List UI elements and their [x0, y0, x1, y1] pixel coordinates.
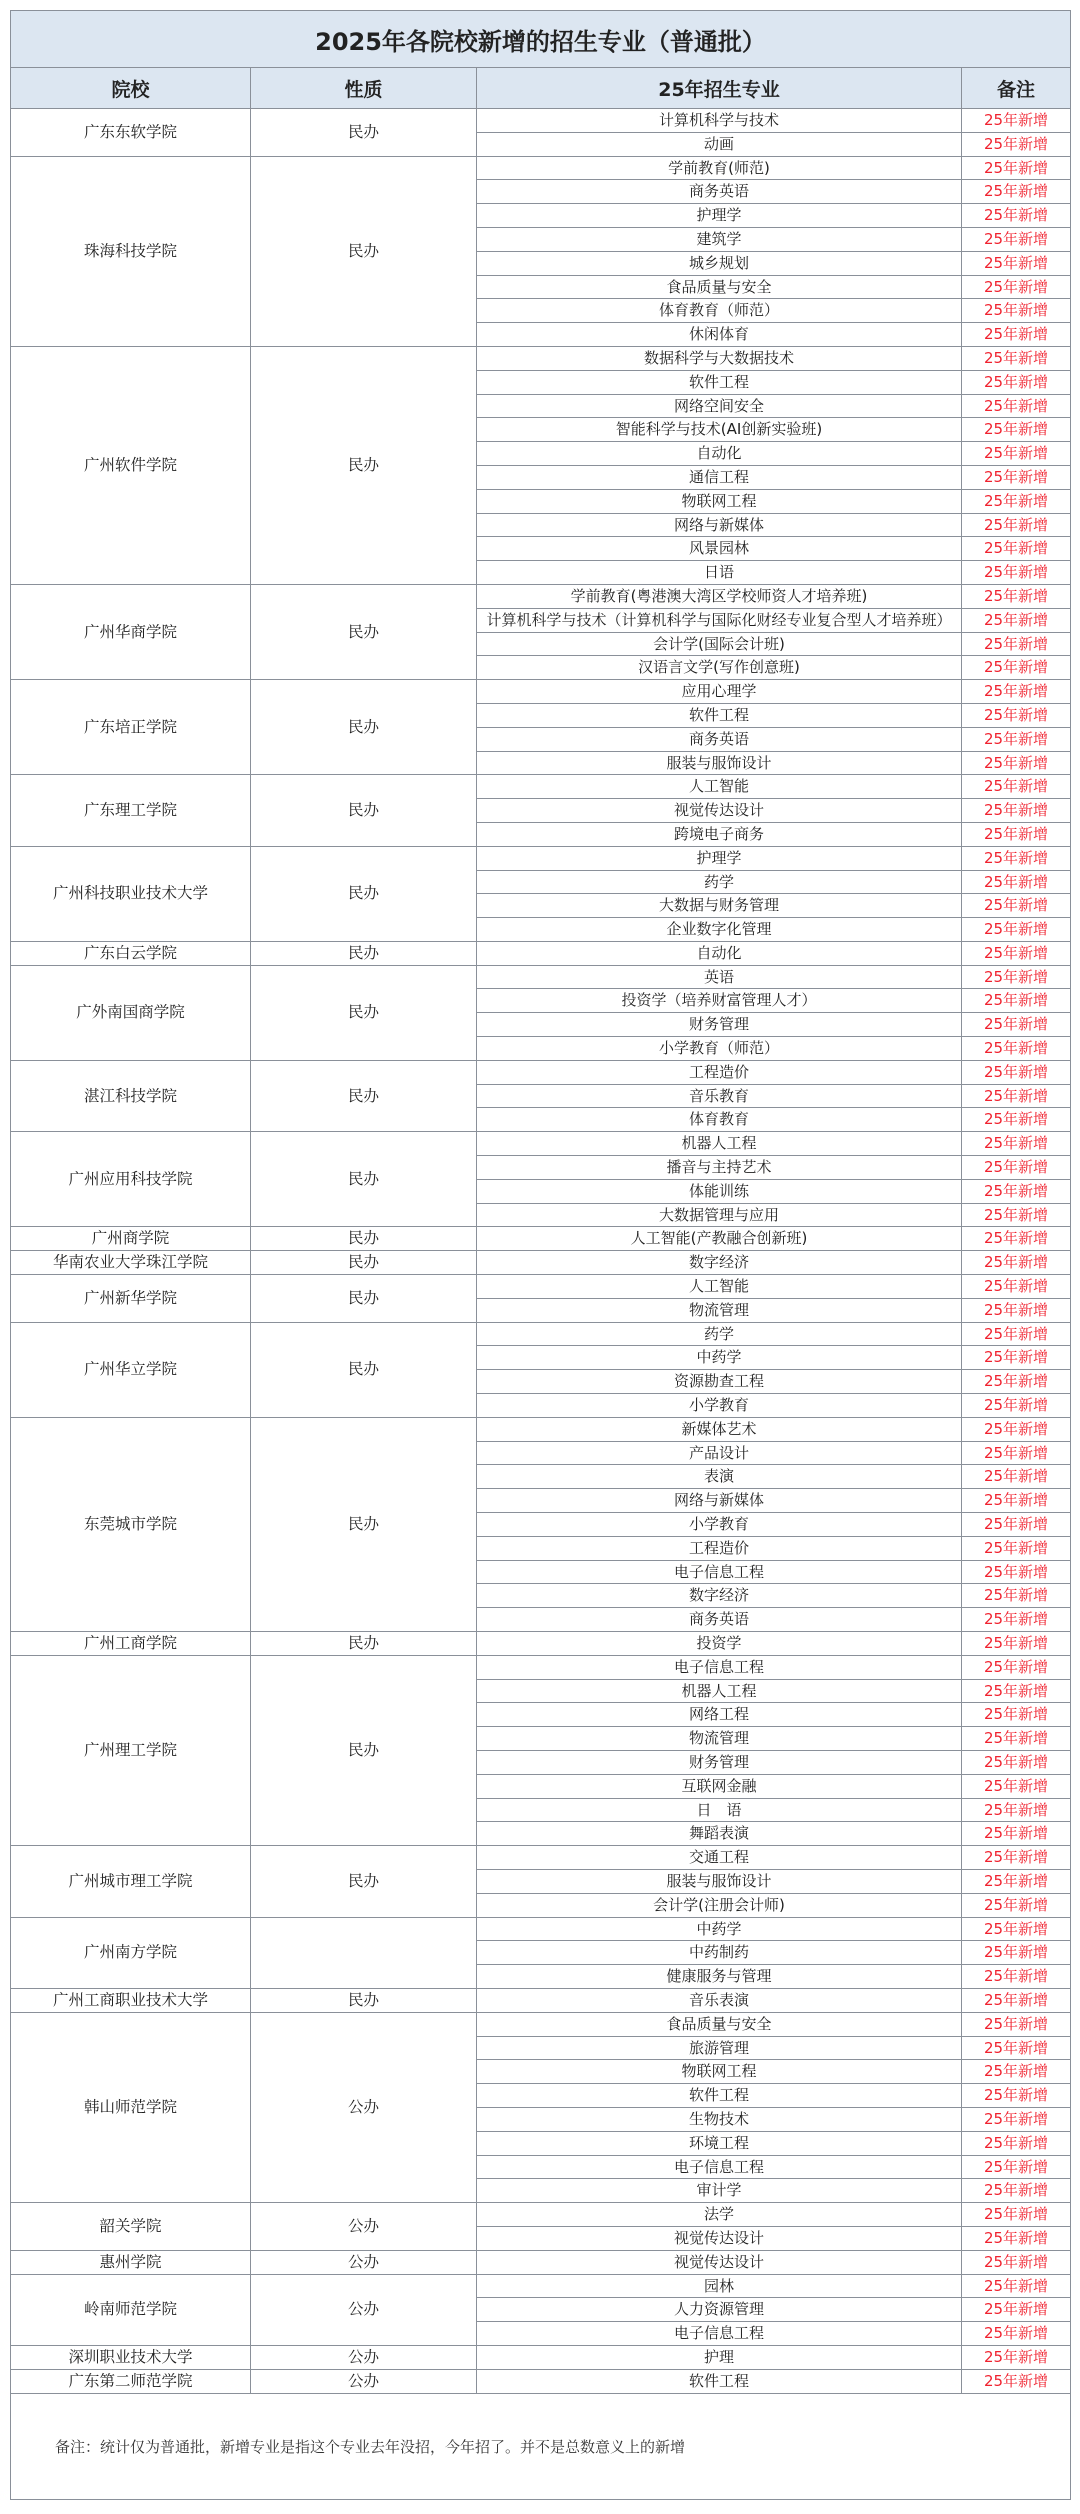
note-cell: 25年新增	[962, 2155, 1071, 2179]
table-row	[11, 2203, 1071, 2227]
school-cell: 广东理工学院	[11, 775, 251, 846]
note-cell: 25年新增	[962, 1513, 1071, 1537]
school-cell: 广东培正学院	[11, 680, 251, 775]
major-cell: 人工智能	[477, 1275, 962, 1299]
note-cell: 25年新增	[962, 537, 1071, 561]
major-cell: 投资学	[477, 1632, 962, 1656]
school-cell: 广州华立学院	[11, 1322, 251, 1417]
nature-cell: 公办	[251, 2345, 477, 2369]
major-cell: 休闲体育	[477, 323, 962, 347]
major-cell: 大数据管理与应用	[477, 1203, 962, 1227]
major-cell: 物联网工程	[477, 2060, 962, 2084]
table-row	[11, 1988, 1071, 2012]
major-cell: 机器人工程	[477, 1679, 962, 1703]
school-cell: 广州软件学院	[11, 346, 251, 584]
school-cell: 岭南师范学院	[11, 2274, 251, 2345]
major-cell: 小学教育（师范）	[477, 1037, 962, 1061]
table-row	[11, 1655, 1071, 1679]
majors-table-sheet	[10, 10, 1070, 2500]
school-cell: 惠州学院	[11, 2250, 251, 2274]
header-major: 25年招生专业	[477, 68, 962, 109]
major-cell: 环境工程	[477, 2131, 962, 2155]
note-cell: 25年新增	[962, 561, 1071, 585]
major-cell: 学前教育(粤港澳大湾区学校师资人才培养班)	[477, 584, 962, 608]
note-cell: 25年新增	[962, 1584, 1071, 1608]
major-cell: 动画	[477, 132, 962, 156]
note-cell: 25年新增	[962, 870, 1071, 894]
note-cell: 25年新增	[962, 465, 1071, 489]
school-cell: 韩山师范学院	[11, 2012, 251, 2202]
note-cell: 25年新增	[962, 442, 1071, 466]
major-cell: 计算机科学与技术（计算机科学与国际化财经专业复合型人才培养班）	[477, 608, 962, 632]
nature-cell: 民办	[251, 346, 477, 584]
table-row	[11, 2345, 1071, 2369]
note-cell: 25年新增	[962, 608, 1071, 632]
major-cell: 数字经济	[477, 1584, 962, 1608]
nature-cell: 民办	[251, 1275, 477, 1323]
major-cell: 网络与新媒体	[477, 513, 962, 537]
note-cell: 25年新增	[962, 2274, 1071, 2298]
table-row	[11, 2369, 1071, 2393]
note-cell: 25年新增	[962, 1227, 1071, 1251]
major-cell: 服装与服饰设计	[477, 751, 962, 775]
major-cell: 服装与服饰设计	[477, 1869, 962, 1893]
nature-cell: 民办	[251, 1322, 477, 1417]
note-cell: 25年新增	[962, 132, 1071, 156]
major-cell: 商务英语	[477, 180, 962, 204]
major-cell: 工程造价	[477, 1536, 962, 1560]
nature-cell: 民办	[251, 965, 477, 1060]
school-cell: 广东东软学院	[11, 109, 251, 157]
major-cell: 人工智能(产教融合创新班)	[477, 1227, 962, 1251]
major-cell: 物流管理	[477, 1298, 962, 1322]
table-row	[11, 1322, 1071, 1346]
major-cell: 软件工程	[477, 2369, 962, 2393]
major-cell: 护理	[477, 2345, 962, 2369]
note-cell: 25年新增	[962, 1774, 1071, 1798]
major-cell: 园林	[477, 2274, 962, 2298]
note-cell: 25年新增	[962, 1394, 1071, 1418]
major-cell: 物流管理	[477, 1727, 962, 1751]
note-cell: 25年新增	[962, 1037, 1071, 1061]
major-cell: 跨境电子商务	[477, 822, 962, 846]
table-body	[11, 109, 1071, 2394]
note-cell: 25年新增	[962, 275, 1071, 299]
note-cell: 25年新增	[962, 2131, 1071, 2155]
school-cell: 湛江科技学院	[11, 1060, 251, 1131]
major-cell: 中药制药	[477, 1941, 962, 1965]
major-cell: 护理学	[477, 846, 962, 870]
major-cell: 食品质量与安全	[477, 2012, 962, 2036]
major-cell: 法学	[477, 2203, 962, 2227]
note-cell: 25年新增	[962, 2036, 1071, 2060]
note-cell: 25年新增	[962, 1417, 1071, 1441]
school-cell: 广州理工学院	[11, 1655, 251, 1845]
note-cell: 25年新增	[962, 751, 1071, 775]
note-cell: 25年新增	[962, 1608, 1071, 1632]
majors-table	[10, 10, 1071, 2500]
table-row	[11, 965, 1071, 989]
note-cell: 25年新增	[962, 2369, 1071, 2393]
header-school: 院校	[11, 68, 251, 109]
major-cell: 网络空间安全	[477, 394, 962, 418]
note-cell: 25年新增	[962, 1060, 1071, 1084]
school-cell: 广州南方学院	[11, 1917, 251, 1988]
major-cell: 视觉传达设计	[477, 799, 962, 823]
note-cell: 25年新增	[962, 1560, 1071, 1584]
major-cell: 交通工程	[477, 1846, 962, 1870]
major-cell: 软件工程	[477, 370, 962, 394]
table-row	[11, 346, 1071, 370]
note-cell: 25年新增	[962, 1727, 1071, 1751]
table-row	[11, 1251, 1071, 1275]
table-row	[11, 2012, 1071, 2036]
note-cell: 25年新增	[962, 1965, 1071, 1989]
note-cell: 25年新增	[962, 1632, 1071, 1656]
footer-note: 备注：统计仅为普通批，新增专业是指这个专业去年没招，今年招了。并不是总数意义上的新增	[11, 2393, 1071, 2499]
note-cell: 25年新增	[962, 1679, 1071, 1703]
major-cell: 互联网金融	[477, 1774, 962, 1798]
major-cell: 风景园林	[477, 537, 962, 561]
nature-cell: 民办	[251, 1417, 477, 1631]
nature-cell: 民办	[251, 846, 477, 941]
major-cell: 电子信息工程	[477, 1655, 962, 1679]
note-cell: 25年新增	[962, 1275, 1071, 1299]
table-row	[11, 1060, 1071, 1084]
table-row	[11, 1275, 1071, 1299]
note-cell: 25年新增	[962, 965, 1071, 989]
table-row	[11, 1917, 1071, 1941]
table-row	[11, 2274, 1071, 2298]
school-cell: 广州工商职业技术大学	[11, 1988, 251, 2012]
note-cell: 25年新增	[962, 1465, 1071, 1489]
note-cell: 25年新增	[962, 2345, 1071, 2369]
major-cell: 工程造价	[477, 1060, 962, 1084]
major-cell: 视觉传达设计	[477, 2250, 962, 2274]
note-cell: 25年新增	[962, 513, 1071, 537]
table-row	[11, 775, 1071, 799]
note-cell: 25年新增	[962, 1703, 1071, 1727]
major-cell: 电子信息工程	[477, 2322, 962, 2346]
major-cell: 日语	[477, 561, 962, 585]
major-cell: 学前教育(师范)	[477, 156, 962, 180]
nature-cell: 民办	[251, 680, 477, 775]
major-cell: 小学教育	[477, 1394, 962, 1418]
note-cell: 25年新增	[962, 2060, 1071, 2084]
major-cell: 食品质量与安全	[477, 275, 962, 299]
nature-cell: 民办	[251, 1060, 477, 1131]
note-cell: 25年新增	[962, 180, 1071, 204]
major-cell: 财务管理	[477, 1013, 962, 1037]
table-row	[11, 109, 1071, 133]
table-row	[11, 1132, 1071, 1156]
note-cell: 25年新增	[962, 2107, 1071, 2131]
note-cell: 25年新增	[962, 2012, 1071, 2036]
note-cell: 25年新增	[962, 1084, 1071, 1108]
note-cell: 25年新增	[962, 2226, 1071, 2250]
major-cell: 体育教育	[477, 1108, 962, 1132]
major-cell: 投资学（培养财富管理人才）	[477, 989, 962, 1013]
nature-cell: 民办	[251, 941, 477, 965]
table-row	[11, 2250, 1071, 2274]
note-cell: 25年新增	[962, 1156, 1071, 1180]
note-cell: 25年新增	[962, 2203, 1071, 2227]
note-cell: 25年新增	[962, 1489, 1071, 1513]
table-row	[11, 1417, 1071, 1441]
major-cell: 护理学	[477, 204, 962, 228]
nature-cell: 民办	[251, 1251, 477, 1275]
table-row	[11, 941, 1071, 965]
nature-cell: 民办	[251, 1132, 477, 1227]
nature-cell: 公办	[251, 2012, 477, 2202]
major-cell: 大数据与财务管理	[477, 894, 962, 918]
note-cell: 25年新增	[962, 227, 1071, 251]
note-cell: 25年新增	[962, 1179, 1071, 1203]
school-cell: 广州商学院	[11, 1227, 251, 1251]
note-cell: 25年新增	[962, 346, 1071, 370]
note-cell: 25年新增	[962, 394, 1071, 418]
major-cell: 体能训练	[477, 1179, 962, 1203]
table-row	[11, 680, 1071, 704]
major-cell: 药学	[477, 870, 962, 894]
major-cell: 财务管理	[477, 1750, 962, 1774]
major-cell: 数字经济	[477, 1251, 962, 1275]
nature-cell: 民办	[251, 584, 477, 679]
note-cell: 25年新增	[962, 1441, 1071, 1465]
note-cell: 25年新增	[962, 1370, 1071, 1394]
major-cell: 建筑学	[477, 227, 962, 251]
school-cell: 广州科技职业技术大学	[11, 846, 251, 941]
note-cell: 25年新增	[962, 1893, 1071, 1917]
major-cell: 健康服务与管理	[477, 1965, 962, 1989]
note-cell: 25年新增	[962, 1822, 1071, 1846]
major-cell: 生物技术	[477, 2107, 962, 2131]
nature-cell: 民办	[251, 1227, 477, 1251]
school-cell: 韶关学院	[11, 2203, 251, 2251]
major-cell: 体育教育（师范）	[477, 299, 962, 323]
nature-cell: 公办	[251, 2250, 477, 2274]
note-cell: 25年新增	[962, 703, 1071, 727]
header-note: 备注	[962, 68, 1071, 109]
nature-cell: 民办	[251, 1632, 477, 1656]
note-cell: 25年新增	[962, 2179, 1071, 2203]
nature-cell: 民办	[251, 156, 477, 346]
note-cell: 25年新增	[962, 1869, 1071, 1893]
note-cell: 25年新增	[962, 1846, 1071, 1870]
major-cell: 网络与新媒体	[477, 1489, 962, 1513]
major-cell: 表演	[477, 1465, 962, 1489]
note-cell: 25年新增	[962, 1322, 1071, 1346]
table-row	[11, 584, 1071, 608]
table-row	[11, 156, 1071, 180]
note-cell: 25年新增	[962, 822, 1071, 846]
note-cell: 25年新增	[962, 1298, 1071, 1322]
note-cell: 25年新增	[962, 1655, 1071, 1679]
nature-cell: 民办	[251, 1988, 477, 2012]
major-cell: 人工智能	[477, 775, 962, 799]
note-cell: 25年新增	[962, 1988, 1071, 2012]
note-cell: 25年新增	[962, 799, 1071, 823]
note-cell: 25年新增	[962, 727, 1071, 751]
school-cell: 华南农业大学珠江学院	[11, 1251, 251, 1275]
major-cell: 日 语	[477, 1798, 962, 1822]
note-cell: 25年新增	[962, 323, 1071, 347]
major-cell: 会计学(注册会计师)	[477, 1893, 962, 1917]
school-cell: 深圳职业技术大学	[11, 2345, 251, 2369]
school-cell: 广州工商学院	[11, 1632, 251, 1656]
note-cell: 25年新增	[962, 1750, 1071, 1774]
major-cell: 自动化	[477, 442, 962, 466]
note-cell: 25年新增	[962, 1251, 1071, 1275]
note-cell: 25年新增	[962, 1203, 1071, 1227]
school-cell: 广州华商学院	[11, 584, 251, 679]
major-cell: 审计学	[477, 2179, 962, 2203]
note-cell: 25年新增	[962, 2298, 1071, 2322]
school-cell: 广东第二师范学院	[11, 2369, 251, 2393]
table-row	[11, 1632, 1071, 1656]
table-row	[11, 1227, 1071, 1251]
note-cell: 25年新增	[962, 251, 1071, 275]
major-cell: 音乐表演	[477, 1988, 962, 2012]
major-cell: 城乡规划	[477, 251, 962, 275]
note-cell: 25年新增	[962, 894, 1071, 918]
note-cell: 25年新增	[962, 2084, 1071, 2108]
note-cell: 25年新增	[962, 1132, 1071, 1156]
major-cell: 播音与主持艺术	[477, 1156, 962, 1180]
major-cell: 企业数字化管理	[477, 918, 962, 942]
school-cell: 广州应用科技学院	[11, 1132, 251, 1227]
note-cell: 25年新增	[962, 1346, 1071, 1370]
school-cell: 广外南国商学院	[11, 965, 251, 1060]
nature-cell: 民办	[251, 1655, 477, 1845]
major-cell: 产品设计	[477, 1441, 962, 1465]
note-cell: 25年新增	[962, 941, 1071, 965]
note-cell: 25年新增	[962, 846, 1071, 870]
note-cell: 25年新增	[962, 2322, 1071, 2346]
note-cell: 25年新增	[962, 680, 1071, 704]
note-cell: 25年新增	[962, 1536, 1071, 1560]
school-cell: 广州城市理工学院	[11, 1846, 251, 1917]
note-cell: 25年新增	[962, 918, 1071, 942]
major-cell: 旅游管理	[477, 2036, 962, 2060]
note-cell: 25年新增	[962, 156, 1071, 180]
major-cell: 智能科学与技术(AI创新实验班)	[477, 418, 962, 442]
nature-cell	[251, 1917, 477, 1988]
major-cell: 机器人工程	[477, 1132, 962, 1156]
major-cell: 舞蹈表演	[477, 1822, 962, 1846]
major-cell: 电子信息工程	[477, 1560, 962, 1584]
note-cell: 25年新增	[962, 656, 1071, 680]
nature-cell: 公办	[251, 2369, 477, 2393]
school-cell: 广州新华学院	[11, 1275, 251, 1323]
note-cell: 25年新增	[962, 418, 1071, 442]
major-cell: 新媒体艺术	[477, 1417, 962, 1441]
major-cell: 软件工程	[477, 703, 962, 727]
table-row	[11, 1846, 1071, 1870]
nature-cell: 民办	[251, 775, 477, 846]
school-cell: 东莞城市学院	[11, 1417, 251, 1631]
table-row	[11, 846, 1071, 870]
major-cell: 物联网工程	[477, 489, 962, 513]
major-cell: 视觉传达设计	[477, 2226, 962, 2250]
major-cell: 人力资源管理	[477, 2298, 962, 2322]
note-cell: 25年新增	[962, 584, 1071, 608]
note-cell: 25年新增	[962, 2250, 1071, 2274]
major-cell: 音乐教育	[477, 1084, 962, 1108]
major-cell: 计算机科学与技术	[477, 109, 962, 133]
note-cell: 25年新增	[962, 632, 1071, 656]
major-cell: 自动化	[477, 941, 962, 965]
note-cell: 25年新增	[962, 1798, 1071, 1822]
major-cell: 汉语言文学(写作创意班)	[477, 656, 962, 680]
note-cell: 25年新增	[962, 204, 1071, 228]
major-cell: 英语	[477, 965, 962, 989]
nature-cell: 民办	[251, 109, 477, 157]
nature-cell: 公办	[251, 2203, 477, 2251]
major-cell: 商务英语	[477, 727, 962, 751]
major-cell: 商务英语	[477, 1608, 962, 1632]
note-cell: 25年新增	[962, 1108, 1071, 1132]
note-cell: 25年新增	[962, 1917, 1071, 1941]
nature-cell: 公办	[251, 2274, 477, 2345]
header-nature: 性质	[251, 68, 477, 109]
major-cell: 小学教育	[477, 1513, 962, 1537]
major-cell: 网络工程	[477, 1703, 962, 1727]
major-cell: 电子信息工程	[477, 2155, 962, 2179]
note-cell: 25年新增	[962, 989, 1071, 1013]
major-cell: 通信工程	[477, 465, 962, 489]
school-cell: 广东白云学院	[11, 941, 251, 965]
note-cell: 25年新增	[962, 109, 1071, 133]
major-cell: 软件工程	[477, 2084, 962, 2108]
major-cell: 中药学	[477, 1917, 962, 1941]
note-cell: 25年新增	[962, 489, 1071, 513]
note-cell: 25年新增	[962, 1013, 1071, 1037]
major-cell: 应用心理学	[477, 680, 962, 704]
major-cell: 中药学	[477, 1346, 962, 1370]
table-title: 2025年各院校新增的招生专业（普通批）	[11, 11, 1071, 68]
major-cell: 数据科学与大数据技术	[477, 346, 962, 370]
note-cell: 25年新增	[962, 370, 1071, 394]
major-cell: 资源勘查工程	[477, 1370, 962, 1394]
major-cell: 会计学(国际会计班)	[477, 632, 962, 656]
note-cell: 25年新增	[962, 299, 1071, 323]
note-cell: 25年新增	[962, 775, 1071, 799]
major-cell: 药学	[477, 1322, 962, 1346]
nature-cell: 民办	[251, 1846, 477, 1917]
school-cell: 珠海科技学院	[11, 156, 251, 346]
note-cell: 25年新增	[962, 1941, 1071, 1965]
